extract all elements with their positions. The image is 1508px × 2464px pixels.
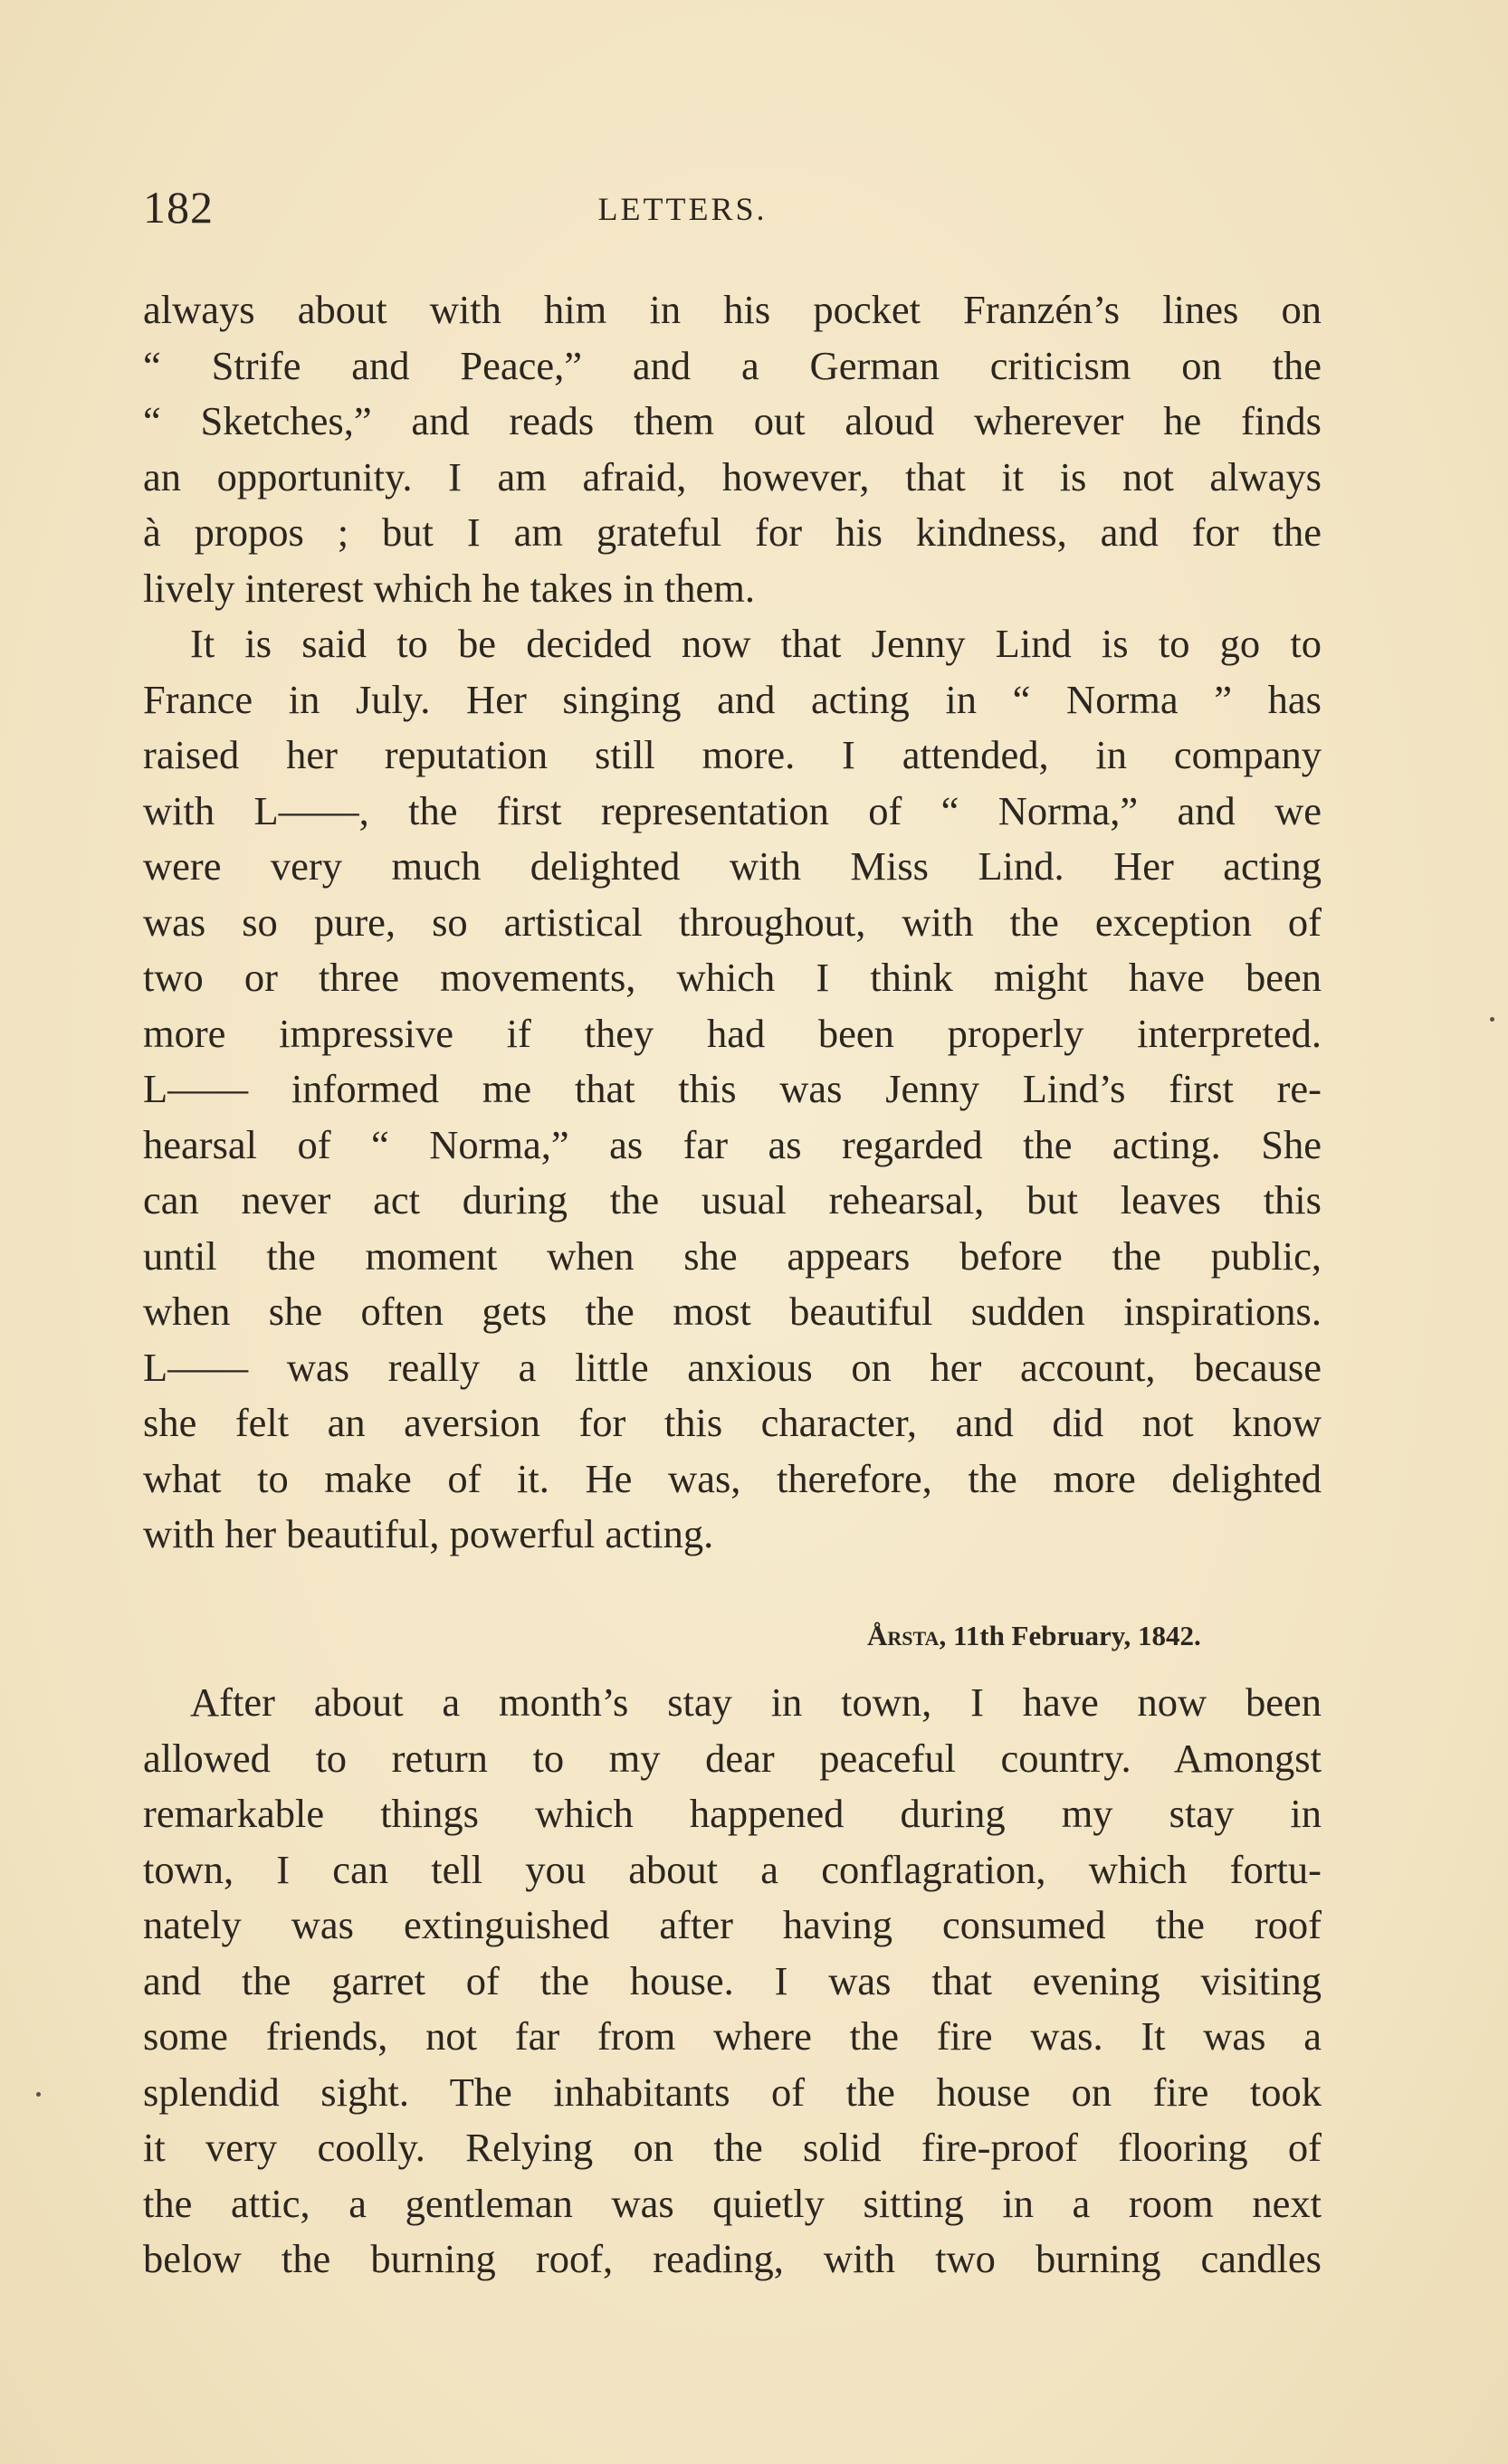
text-line: It is said to be decided now that Jenny Lind is to go to <box>190 621 1322 666</box>
text-line: à propos ; but I am grateful for his kindness, and for the <box>143 509 1322 555</box>
paper-speck <box>1490 1017 1494 1022</box>
letter-body-new <box>143 1675 1322 2288</box>
text-line: with L——, the first representation of “ Norma,” and we <box>143 787 1322 833</box>
text-line: when she often gets the most beautiful sudden inspirations. <box>143 1289 1322 1334</box>
text-line: L—— informed me that this was Jenny Lind’s first re- <box>143 1066 1322 1111</box>
text-line: France in July. Her singing and acting in “ Norma ” has <box>143 676 1322 722</box>
text-line: nately was extinguished after having consumed the roof <box>143 1902 1322 1947</box>
text-line: always about with him in his pocket Franzén’s lines on <box>143 287 1322 332</box>
text-line: it very coolly. Relying on the solid fire-proof flooring of <box>143 2125 1322 2170</box>
letter-body-continued <box>143 282 1322 1563</box>
text-line: with her beautiful, powerful acting. <box>143 1511 714 1556</box>
text-line: below the burning roof, reading, with two burning candles <box>143 2236 1322 2281</box>
dateline-place: Årsta <box>867 1620 940 1651</box>
text-line: until the moment when she appears before the public, <box>143 1232 1322 1279</box>
page-number: 182 <box>143 182 214 233</box>
letter-dateline <box>867 1620 1274 1652</box>
text-line: some friends, not far from where the fire was. It was a <box>143 2013 1322 2059</box>
text-line: After about a month’s stay in town, I have now been <box>190 1679 1322 1725</box>
text-line: “ Sketches,” and reads them out aloud wherever he finds <box>143 398 1322 443</box>
text-line: were very much delighted with Miss Lind. Her acting <box>143 843 1322 889</box>
text-line: an opportunity. I am afraid, however, that it is not always <box>143 453 1322 499</box>
text-line: was so pure, so artistical throughout, with the exception of <box>143 899 1322 945</box>
text-line: two or three movements, which I think might have been <box>143 955 1322 1000</box>
text-line: “ Strife and Peace,” and a German criticism on the <box>143 342 1322 388</box>
text-line: can never act during the usual rehearsal, but leaves this <box>143 1177 1322 1222</box>
text-line: L—— was really a little anxious on her account, because <box>143 1344 1322 1390</box>
paper-speck <box>36 2092 41 2097</box>
text-line: allowed to return to my dear peaceful country. Amongst <box>143 1735 1322 1781</box>
text-line: splendid sight. The inhabitants of the house on fire took <box>143 2069 1322 2115</box>
text-line: she felt an aversion for this character, and did not know <box>143 1400 1322 1445</box>
dateline-date: , 11th February, 1842. <box>939 1620 1201 1651</box>
text-line: the attic, a gentleman was quietly sitting in a room next <box>143 2180 1322 2226</box>
text-line: hearsal of “ Norma,” as far as regarded the acting. She <box>143 1121 1322 1167</box>
text-line: and the garret of the house. I was that evening visiting <box>143 1957 1322 2003</box>
page-header <box>143 181 1322 235</box>
text-line: town, I can tell you about a conflagration, which fortu- <box>143 1846 1322 1892</box>
text-line: remarkable things which happened during my stay in <box>143 1791 1322 1836</box>
text-line: lively interest which he takes in them. <box>143 565 755 611</box>
text-line: raised her reputation still more. I attended, in company <box>143 732 1322 777</box>
running-title: LETTERS. <box>597 191 768 227</box>
text-line: what to make of it. He was, therefore, the more delighted <box>143 1455 1322 1501</box>
text-line: more impressive if they had been properly interpreted. <box>143 1010 1322 1056</box>
